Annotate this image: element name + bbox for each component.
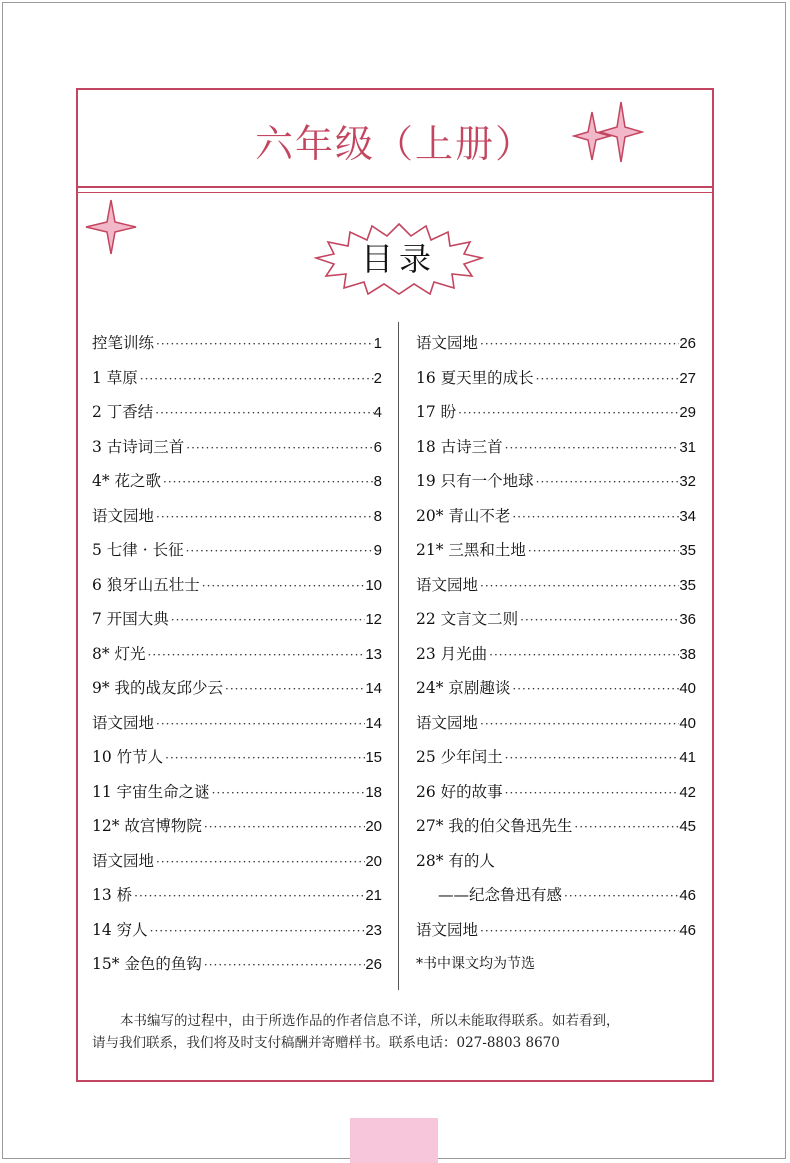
- toc-entry: [92, 533, 382, 568]
- toc-entry-page: 26: [365, 956, 382, 973]
- toc-entry-label: 16 夏天里的成长: [416, 368, 534, 387]
- toc-entry: [416, 602, 696, 637]
- toc-entry-page: 29: [679, 404, 696, 421]
- toc-entry-label: 26 好的故事: [416, 782, 503, 801]
- page-tab: [350, 1118, 438, 1163]
- toc-entry-label: 语文园地: [416, 334, 479, 352]
- toc-entry: [92, 706, 382, 741]
- dot-leader: [478, 569, 679, 604]
- toc-entry: [416, 878, 696, 913]
- toc-entry-page: 34: [679, 507, 696, 525]
- toc-note: *书中课文均为节选: [416, 956, 535, 972]
- toc-entry-label: 19 只有一个地球: [416, 472, 534, 490]
- toc-entry-page: 4: [373, 404, 382, 421]
- toc-entry: [416, 637, 696, 672]
- toc-entry: [92, 844, 382, 879]
- toc-entry: [92, 430, 382, 465]
- dot-leader: [518, 603, 679, 638]
- dot-leader: [510, 500, 679, 535]
- toc-entry: [92, 740, 382, 775]
- dot-leader: [478, 707, 679, 742]
- toc-entry: [92, 361, 382, 396]
- dot-leader: [184, 534, 374, 569]
- toc-entry: [416, 809, 696, 844]
- dot-leader: [534, 465, 680, 500]
- toc-entry: [92, 637, 382, 672]
- header-rule: [78, 186, 712, 188]
- dot-leader: [223, 672, 365, 707]
- toc-entry-label: 27* 我的伯父鲁迅先生: [416, 817, 573, 835]
- dot-leader: [132, 879, 365, 914]
- dot-leader: [534, 362, 680, 397]
- page-title: 六年级（上册）: [254, 122, 535, 166]
- toc-entry-label: 8* 灯光: [92, 644, 146, 663]
- toc-entry-label: 18 古诗三首: [416, 437, 503, 456]
- toc-entry-page: 21: [365, 887, 382, 904]
- toc-entry-page: 2: [373, 369, 382, 387]
- copyright-notice: [92, 1010, 702, 1054]
- toc-entry-page: 12: [365, 611, 382, 628]
- header-rule-thin: [78, 192, 712, 193]
- toc-entry-label: 5 七律 · 长征: [92, 541, 184, 559]
- toc-title: 目录: [360, 240, 437, 278]
- dot-leader: [478, 914, 679, 949]
- toc-entry: [416, 395, 696, 430]
- toc-entry-label: 1 草原: [92, 368, 138, 387]
- dot-leader: [148, 914, 366, 949]
- toc-entry-page: 18: [365, 783, 382, 801]
- dot-leader: [161, 465, 374, 500]
- toc-entry: [92, 395, 382, 430]
- toc-entry-page: 10: [365, 576, 382, 594]
- toc-entry-page: 8: [373, 473, 382, 490]
- dot-leader: [202, 810, 365, 845]
- dot-leader: [169, 603, 366, 638]
- toc-entry: [92, 947, 382, 982]
- toc-entry: [92, 499, 382, 534]
- toc-entry: [92, 809, 382, 844]
- toc-entry: [92, 913, 382, 948]
- toc-entry-label: 语文园地: [92, 851, 155, 870]
- toc-entry-page: 23: [365, 921, 382, 939]
- toc-entry-label: 4* 花之歌: [92, 472, 162, 490]
- toc-entry-page: 14: [365, 680, 382, 697]
- dot-leader: [503, 741, 680, 776]
- toc-entry-page: 20: [365, 852, 382, 870]
- toc-entry: [416, 568, 696, 603]
- toc-entry: [416, 430, 696, 465]
- toc-entry-label: 21* 三黑和土地: [416, 541, 526, 559]
- toc-entry-label: 23 月光曲: [416, 644, 488, 663]
- dot-leader: [526, 534, 679, 569]
- toc-entry: [92, 775, 382, 810]
- notice-line: 请与我们联系，我们将及时支付稿酬并寄赠样书。联系电话：027-8803 8670: [92, 1035, 560, 1051]
- dot-leader: [154, 327, 374, 362]
- dot-leader: [163, 741, 365, 776]
- toc-entry: [92, 326, 382, 361]
- toc-entry: [92, 602, 382, 637]
- toc-entry-label: 12* 故宫博物院: [92, 817, 202, 835]
- toc-entry-page: 26: [679, 335, 696, 352]
- toc-entry: [92, 671, 382, 706]
- toc-entry-label: 24* 京剧趣谈: [416, 679, 511, 697]
- toc-entry-label: ——纪念鲁迅有感: [438, 886, 563, 904]
- toc-entry: [416, 706, 696, 741]
- toc-entry-page: 46: [679, 887, 696, 904]
- toc-entry: [416, 844, 696, 879]
- dot-leader: [146, 638, 366, 673]
- toc-entry-label: 2 丁香结: [92, 403, 154, 421]
- dot-leader: [154, 707, 365, 742]
- toc-entry-page: 35: [679, 576, 696, 594]
- dot-leader: [154, 500, 374, 535]
- toc-entry-label: 9* 我的战友邱少云: [92, 679, 224, 697]
- dot-leader: [138, 362, 374, 397]
- toc-entry-label: 3 古诗词三首: [92, 437, 185, 456]
- toc-entry-label: 7 开国大典: [92, 610, 169, 628]
- toc-entry-page: 45: [679, 818, 696, 835]
- toc-entry-label: 28* 有的人: [416, 851, 495, 870]
- column-divider: [398, 322, 399, 990]
- toc-entry-page: 42: [679, 783, 696, 801]
- toc-entry-page: 13: [365, 645, 382, 663]
- toc-entry: [416, 361, 696, 396]
- sparkle-icon: [598, 100, 644, 164]
- toc-entry-page: 14: [365, 714, 382, 732]
- dot-leader: [154, 845, 365, 880]
- dot-leader: [572, 810, 679, 845]
- toc-entry-label: 语文园地: [416, 575, 479, 594]
- dot-leader: [503, 431, 680, 466]
- toc-entry: [416, 671, 696, 706]
- toc-entry-page: 40: [679, 680, 696, 697]
- toc-entry-label: 语文园地: [92, 713, 155, 732]
- toc-entry-page: 15: [365, 749, 382, 766]
- notice-line: 本书编写的过程中，由于所选作品的作者信息不详，所以未能取得联系。如若看到，: [120, 1013, 620, 1029]
- toc-entry: [416, 740, 696, 775]
- toc-entry-label: 22 文言文二则: [416, 610, 519, 628]
- toc-entry-page: 9: [373, 542, 382, 559]
- toc-entry-label: 6 狼牙山五壮士: [92, 575, 200, 594]
- toc-entry-label: 10 竹节人: [92, 748, 164, 766]
- toc-entry-label: 20* 青山不老: [416, 506, 511, 525]
- dot-leader: [210, 776, 366, 811]
- toc-entry-label: 控笔训练: [92, 334, 155, 352]
- toc-entry: [416, 326, 696, 361]
- toc-left-column: [92, 326, 382, 982]
- toc-entry: [92, 568, 382, 603]
- toc-entry: [416, 775, 696, 810]
- toc-entry-page: 36: [679, 611, 696, 628]
- toc-entry-label: 17 盼: [416, 403, 457, 421]
- toc-entry: [416, 499, 696, 534]
- dot-leader: [478, 327, 679, 362]
- sparkle-icon: [84, 198, 138, 256]
- dot-leader: [510, 672, 679, 707]
- toc-entry-label: 13 桥: [92, 886, 133, 904]
- dot-leader: [202, 948, 365, 983]
- toc-entry-page: 35: [679, 542, 696, 559]
- toc-entry-page: 20: [365, 818, 382, 835]
- toc-entry-label: 11 宇宙生命之谜: [92, 782, 210, 801]
- toc-entry-label: 25 少年闰土: [416, 748, 503, 766]
- toc-entry-page: 46: [679, 921, 696, 939]
- toc-entry-page: 32: [679, 473, 696, 490]
- toc-entry-page: 6: [373, 438, 382, 456]
- toc-entry: [416, 913, 696, 948]
- dot-leader: [456, 396, 679, 431]
- toc-entry: [92, 878, 382, 913]
- dot-leader: [562, 879, 679, 914]
- toc-entry-label: 语文园地: [416, 713, 479, 732]
- toc-entry-page: 27: [679, 369, 696, 387]
- toc-entry-page: 40: [679, 714, 696, 732]
- toc-entry: [92, 464, 382, 499]
- toc-entry-label: 14 穷人: [92, 920, 148, 939]
- dot-leader: [200, 569, 366, 604]
- toc-entry: [416, 464, 696, 499]
- toc-entry-page: 8: [373, 507, 382, 525]
- toc-right-column: [416, 326, 696, 982]
- toc-entry-label: 语文园地: [416, 920, 479, 939]
- toc-entry-page: 1: [373, 335, 382, 352]
- toc-entry-label: 语文园地: [92, 506, 155, 525]
- toc-entry-page: 31: [679, 438, 696, 456]
- toc-entry-page: 41: [679, 749, 696, 766]
- toc-entry: [416, 533, 696, 568]
- toc-entry-label: 15* 金色的鱼钩: [92, 955, 202, 973]
- dot-leader: [503, 776, 680, 811]
- dot-leader: [153, 396, 373, 431]
- toc-entry-page: 38: [679, 645, 696, 663]
- dot-leader: [487, 638, 679, 673]
- dot-leader: [184, 431, 373, 466]
